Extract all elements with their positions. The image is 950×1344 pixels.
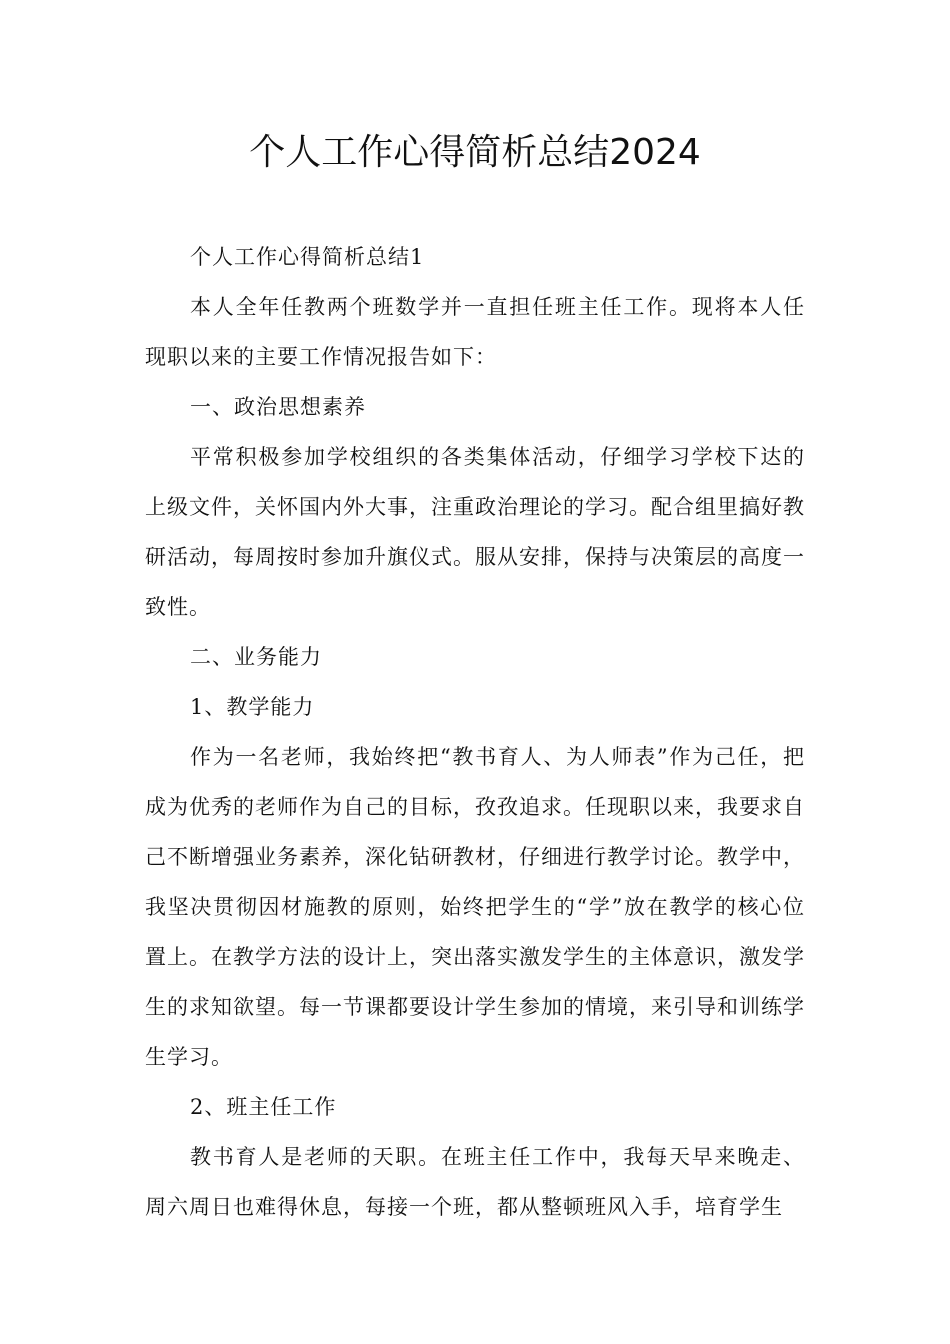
document-body — [145, 232, 805, 1232]
paragraph: 作为一名老师，我始终把“教书育人、为人师表”作为己任，把成为优秀的老师作为自己的目标，孜孜追求。任现职以来，我要求自己不断增强业务素养，深化钻研教材，仔细进行教学讨论。教学中，我坚决贯彻因材施教的原则，始终把学生的“学”放在教学的核心位置上。在教学方法的设计上，突出落实激发学生的主体意识，激发学生的求知欲望。每一节课都要设计学生参加的情境，来引导和训练学生学习。 — [145, 745, 805, 1069]
subsection-heading: 1、教学能力 — [190, 695, 315, 719]
subsection-heading: 2、班主任工作 — [190, 1095, 337, 1119]
paragraph: 教书育人是老师的天职。在班主任工作中，我每天早来晚走、周六周日也难得休息，每接一个班，都从整顿班风入手，培育学生 — [145, 1145, 805, 1219]
paragraph: 平常积极参加学校组织的各类集体活动，仔细学习学校下达的上级文件，关怀国内外大事，注重政治理论的学习。配合组里搞好教研活动，每周按时参加升旗仪式。服从安排，保持与决策层的高度一致性。 — [145, 445, 805, 619]
paragraph: 本人全年任教两个班数学并一直担任班主任工作。现将本人任现职以来的主要工作情况报告如下： — [145, 295, 805, 369]
section-heading: 二、业务能力 — [190, 645, 322, 669]
section-heading: 个人工作心得简析总结1 — [190, 245, 425, 269]
section-heading: 一、政治思想素养 — [190, 395, 366, 419]
document-title: 个人工作心得简析总结2024 — [249, 132, 701, 173]
